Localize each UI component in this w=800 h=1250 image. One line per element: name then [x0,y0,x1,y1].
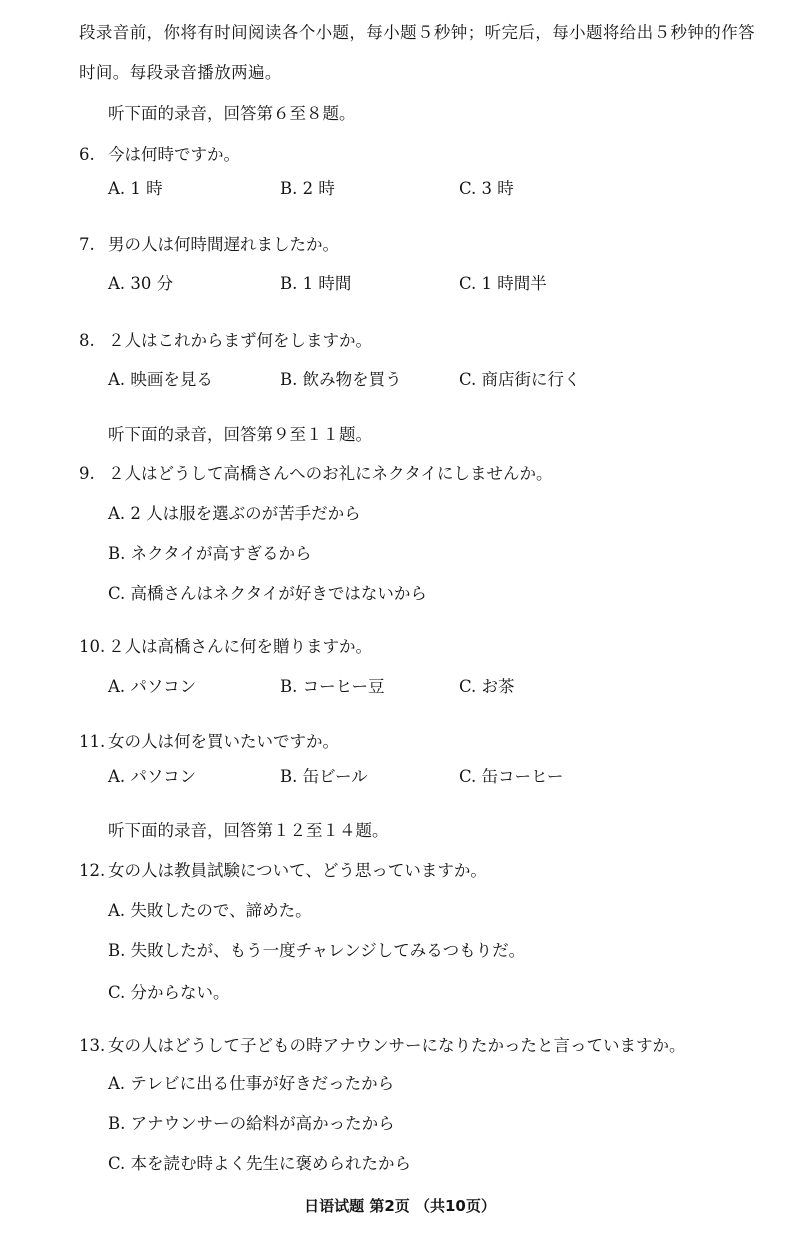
question-text: 女の人は何を買いたいですか。 [108,732,339,751]
question-number: 13. [79,1036,106,1055]
option-c: C. 缶コーヒー [459,767,564,786]
option-c: C. 商店街に行く [459,370,581,389]
option-c: C. 1 時間半 [459,274,547,293]
question-number: 10. [79,637,106,656]
question-text: 今は何時ですか。 [108,145,240,164]
option-b: B. アナウンサーの給料が高かったから [108,1114,395,1133]
option-b: B. 2 時 [280,179,335,198]
question-text: ２人は高橋さんに何を贈りますか。 [108,637,372,656]
question-number: 11. [79,732,106,751]
option-b: B. 失敗したが、もう一度チャレンジしてみるつもりだ。 [108,941,526,960]
question-text: 男の人は何時間遅れましたか。 [108,235,339,254]
section-instruction: 听下面的录音，回答第６至８题。 [108,104,356,123]
option-a: A. 2 人は服を選ぶのが苦手だから [108,504,361,523]
option-a: A. テレビに出る仕事が好きだったから [108,1074,395,1093]
option-c: C. 高橋さんはネクタイが好きではないから [108,584,427,603]
option-b: B. 1 時間 [280,274,352,293]
option-a: A. 1 時 [108,179,163,198]
section-instruction: 听下面的录音，回答第１２至１４题。 [108,821,389,840]
page-footer: 日语试题 第2页 （共10页） [304,1197,496,1215]
question-text: 女の人は教員試験について、どう思っていますか。 [108,861,487,880]
question-number: 6. [79,145,95,164]
option-a: A. 映画を見る [108,370,213,389]
option-a: A. パソコン [108,677,197,696]
question-text: ２人はどうして高橋さんへのお礼にネクタイにしませんか。 [108,464,553,483]
section-instruction: 听下面的录音，回答第９至１１题。 [108,425,372,444]
intro-line-1: 段录音前，你将有时间阅读各个小题，每小题５秒钟；听完后，每小题将给出５秒钟的作答 [79,23,755,42]
intro-line-2: 时间。每段录音播放两遍。 [79,63,282,82]
option-c: C. お茶 [459,677,515,696]
question-number: 7. [79,235,95,254]
question-number: 12. [79,861,106,880]
option-a: A. 失敗したので、諦めた。 [108,901,312,920]
option-b: B. コーヒー豆 [280,677,385,696]
option-c: C. 本を読む時よく先生に褒められたから [108,1154,412,1173]
option-c: C. 分からない。 [108,983,230,1002]
question-number: 8. [79,331,95,350]
option-a: A. 30 分 [108,274,174,293]
question-number: 9. [79,464,95,483]
option-a: A. パソコン [108,767,197,786]
question-text: ２人はこれからまず何をしますか。 [108,331,372,350]
question-text: 女の人はどうして子どもの時アナウンサーになりたかったと言っていますか。 [108,1036,686,1055]
option-b: B. 缶ビール [280,767,368,786]
option-b: B. 飲み物を買う [280,370,402,389]
option-c: C. 3 時 [459,179,514,198]
option-b: B. ネクタイが高すぎるから [108,544,312,563]
